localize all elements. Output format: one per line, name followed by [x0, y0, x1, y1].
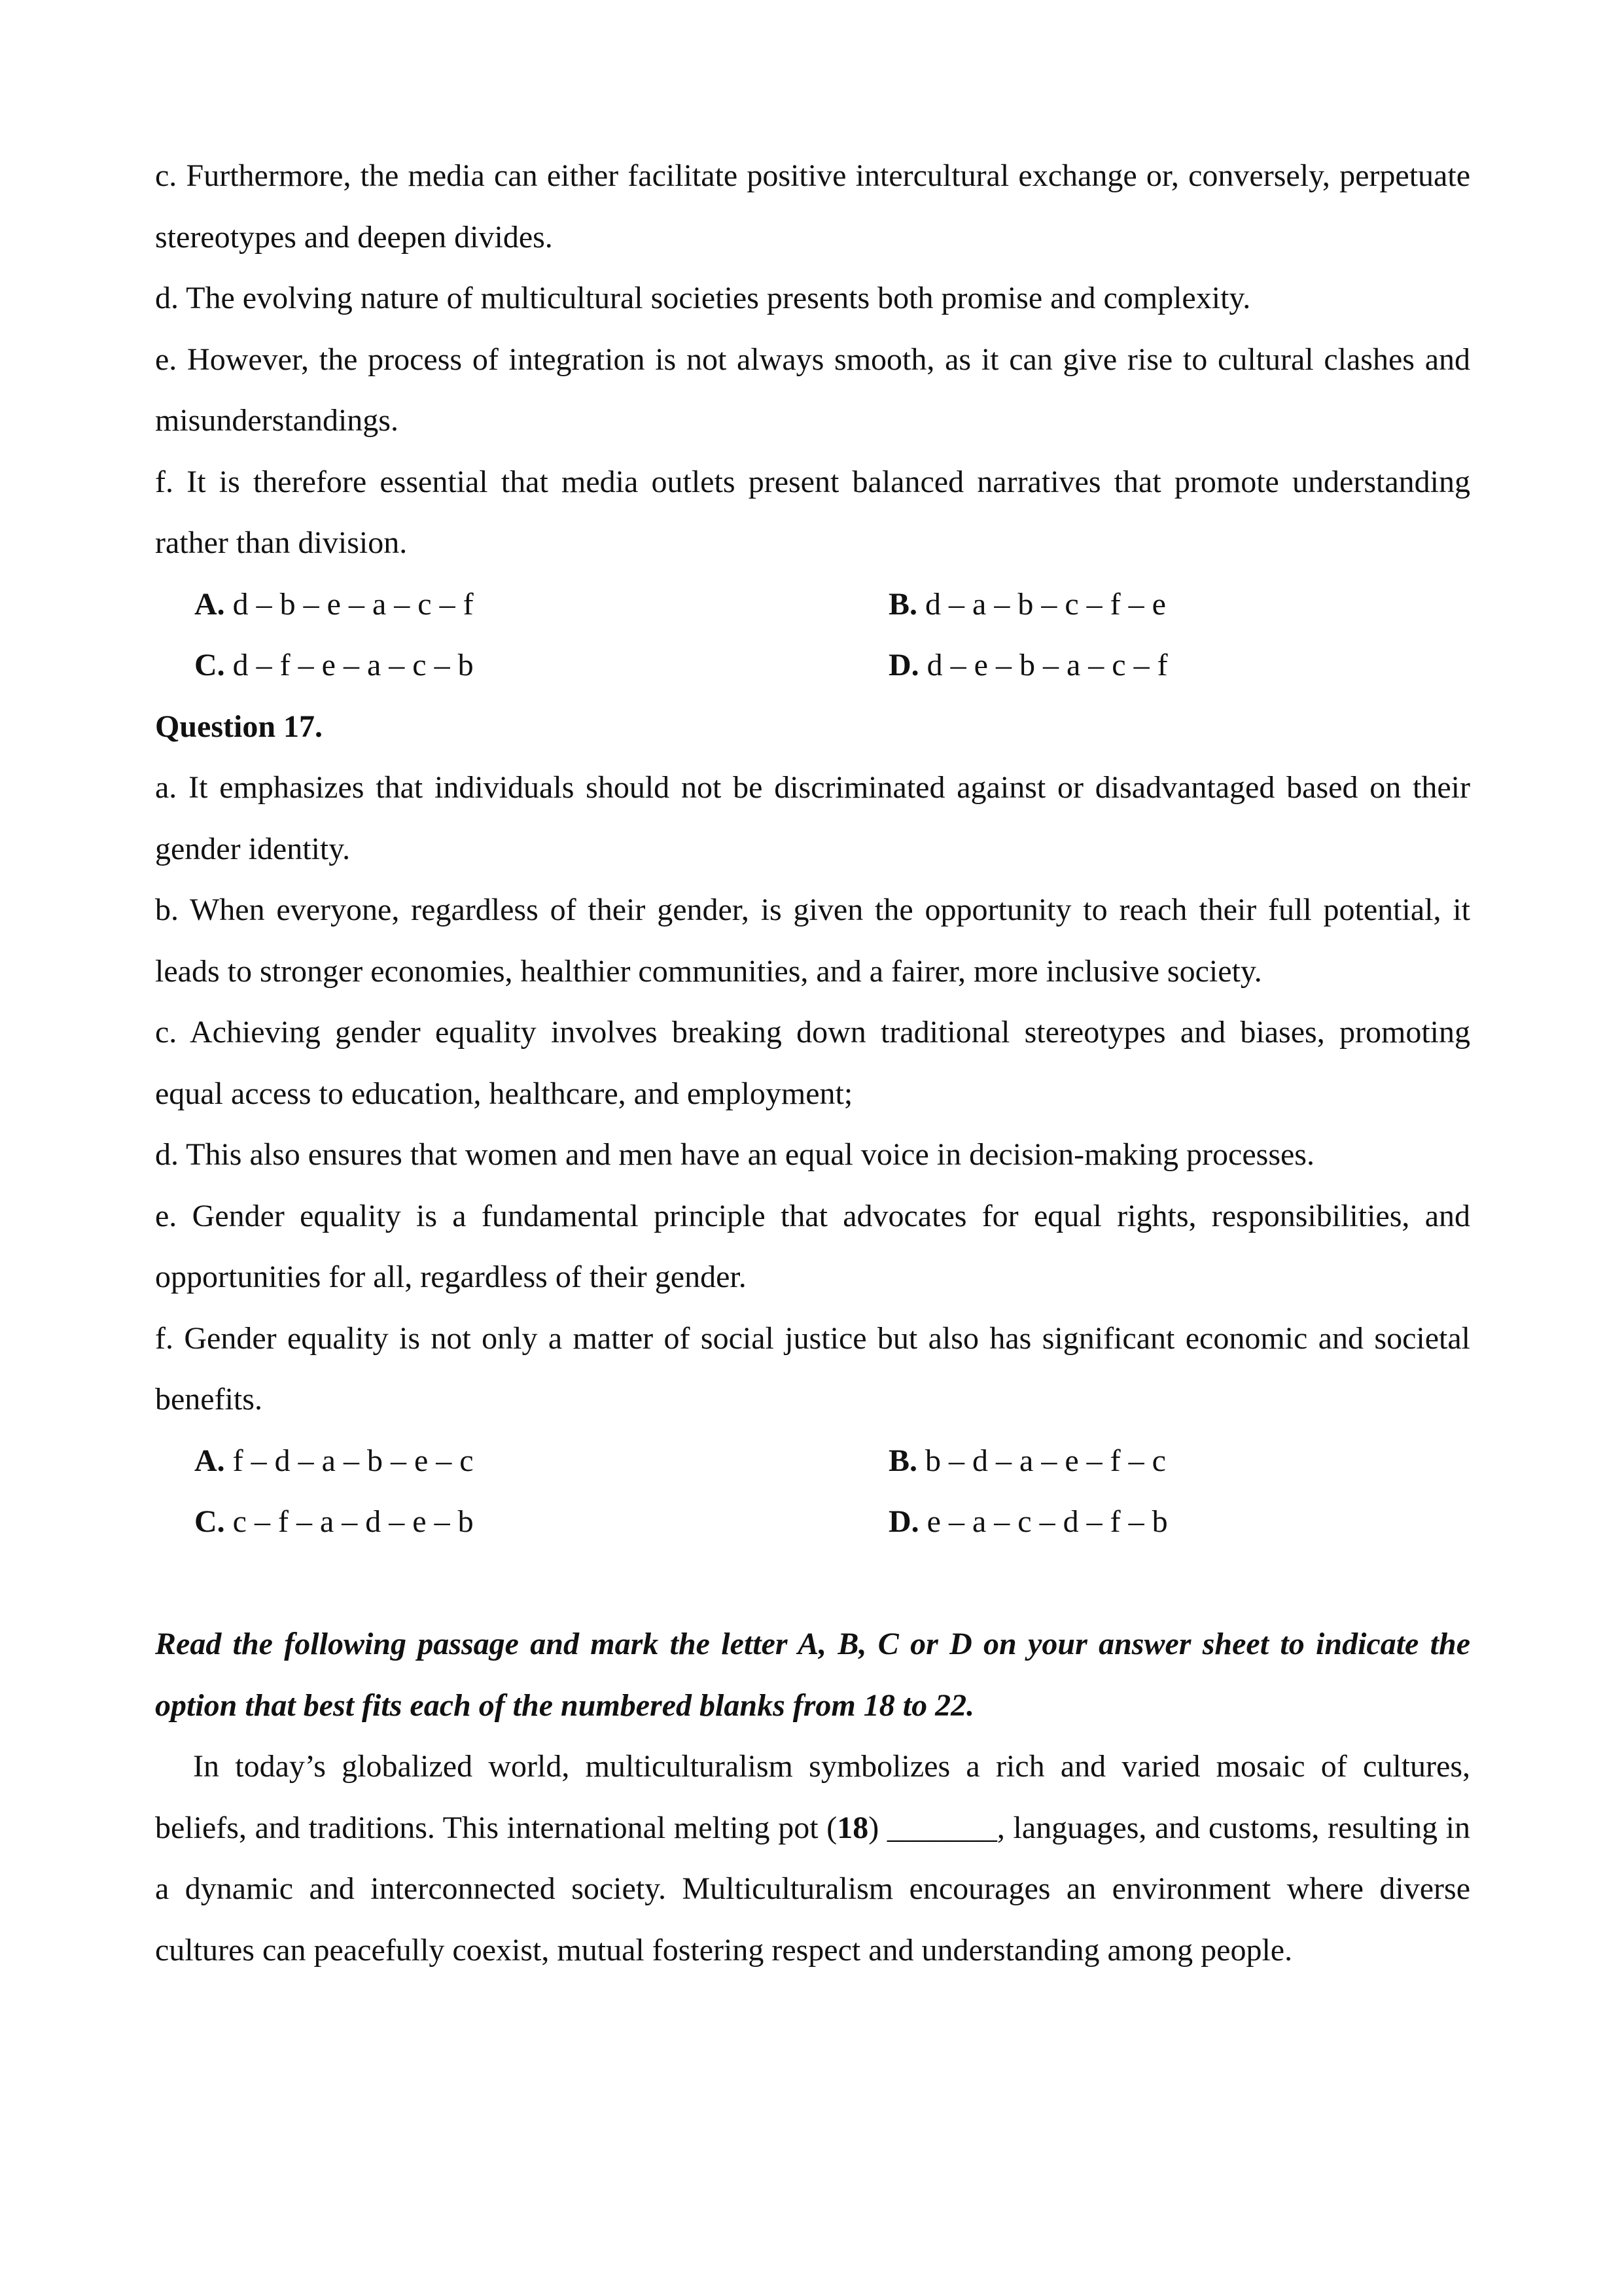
- option-value: d – f – e – a – c – b: [232, 648, 474, 682]
- q16-options: [155, 574, 1470, 696]
- option-value: f – d – a – b – e – c: [232, 1443, 474, 1478]
- item-letter: b.: [155, 892, 179, 927]
- document-page: [155, 145, 1470, 1981]
- item-letter: d.: [155, 281, 179, 315]
- q17-option-c[interactable]: [194, 1491, 889, 1553]
- q16-item-d: [155, 268, 1470, 329]
- item-letter: d.: [155, 1137, 179, 1172]
- q17-item-d: [155, 1124, 1470, 1186]
- q17-option-a[interactable]: [194, 1430, 889, 1492]
- question-16-items: [155, 145, 1470, 574]
- item-text: The evolving nature of multicultural societies presents both promise and complexity.: [186, 281, 1251, 315]
- blank-number-18: 18: [837, 1810, 869, 1845]
- q17-item-b: [155, 879, 1470, 1002]
- reading-instruction: Read the following passage and mark the letter A, B, C or D on your answer sheet to indicate the option that best fits each of the numbered blanks from 18 to 22.: [155, 1627, 1470, 1723]
- item-text: This also ensures that women and men have an equal voice in decision-making processes.: [186, 1137, 1315, 1172]
- option-key: D.: [889, 648, 919, 682]
- item-text: It is therefore essential that media outlets present balanced narratives that promote understanding rather than division.: [155, 464, 1471, 560]
- option-key: A.: [194, 586, 225, 622]
- item-letter: f.: [155, 464, 173, 499]
- option-key: D.: [889, 1504, 919, 1539]
- option-key: B.: [889, 1443, 918, 1478]
- q17-item-c: [155, 1002, 1470, 1124]
- item-text: Gender equality is not only a matter of social justice but also has significant economic and societal benefits.: [155, 1320, 1470, 1417]
- item-letter: c.: [155, 1015, 177, 1050]
- q16-item-f: [155, 451, 1470, 574]
- option-key: C.: [194, 648, 225, 682]
- q17-item-a: [155, 757, 1470, 879]
- item-text: It emphasizes that individuals should not be discriminated against or disadvantaged based on their gender identity.: [155, 770, 1470, 866]
- q16-option-d[interactable]: [889, 635, 1509, 696]
- q16-option-c[interactable]: [194, 635, 889, 696]
- question-17-items: [155, 757, 1470, 1430]
- item-text: Achieving gender equality involves breaking down traditional stereotypes and biases, promoting equal access to education, healthcare, and employment;: [155, 1015, 1470, 1111]
- option-key: C.: [194, 1504, 225, 1539]
- reading-passage: [155, 1736, 1470, 1981]
- q16-item-e: [155, 329, 1470, 451]
- option-value: b – d – a – e – f – c: [925, 1443, 1166, 1478]
- q17-option-b[interactable]: [889, 1430, 1509, 1492]
- item-text: Gender equality is a fundamental principle that advocates for equal rights, responsibilities, and opportunities for all, regardless of their gender.: [155, 1198, 1470, 1294]
- q16-option-b[interactable]: [889, 574, 1509, 635]
- option-value: d – a – b – c – f – e: [925, 586, 1166, 622]
- question-17-title: Question 17.: [155, 709, 323, 744]
- item-letter: e.: [155, 1198, 177, 1233]
- option-value: d – b – e – a – c – f: [232, 586, 474, 622]
- option-value: e – a – c – d – f – b: [927, 1504, 1168, 1539]
- option-value: c – f – a – d – e – b: [232, 1504, 474, 1539]
- item-letter: c.: [155, 158, 177, 193]
- q16-item-c: [155, 145, 1470, 268]
- passage-text: In today’s globalized world, multiculturalism symbolizes a rich and varied mosaic of cultures, beliefs, and traditions. This international melting pot (: [155, 1749, 1470, 1845]
- item-letter: f.: [155, 1320, 173, 1356]
- passage-text: ) _______, languages, and customs, resulting in a dynamic and interconnected society. Multiculturalism encourages an environment where diverse cultures can peacefully coexist, mutual fostering respect and understanding among people.: [155, 1810, 1470, 1968]
- item-text: Furthermore, the media can either facilitate positive intercultural exchange or, conversely, perpetuate stereotypes and deepen divides.: [155, 158, 1470, 255]
- option-value: d – e – b – a – c – f: [927, 648, 1168, 682]
- q17-option-d[interactable]: [889, 1491, 1509, 1553]
- item-letter: a.: [155, 770, 177, 805]
- item-text: However, the process of integration is not always smooth, as it can give rise to cultural clashes and misunderstandings.: [155, 342, 1470, 438]
- q17-options: [155, 1430, 1470, 1553]
- item-text: When everyone, regardless of their gender, is given the opportunity to reach their full potential, it leads to stronger economies, healthier communities, and a fairer, more inclusive society.: [155, 892, 1471, 989]
- q17-item-e: [155, 1186, 1470, 1308]
- option-key: B.: [889, 586, 918, 622]
- option-key: A.: [194, 1443, 225, 1478]
- q17-item-f: [155, 1308, 1470, 1430]
- q16-option-a[interactable]: [194, 574, 889, 635]
- item-letter: e.: [155, 342, 177, 377]
